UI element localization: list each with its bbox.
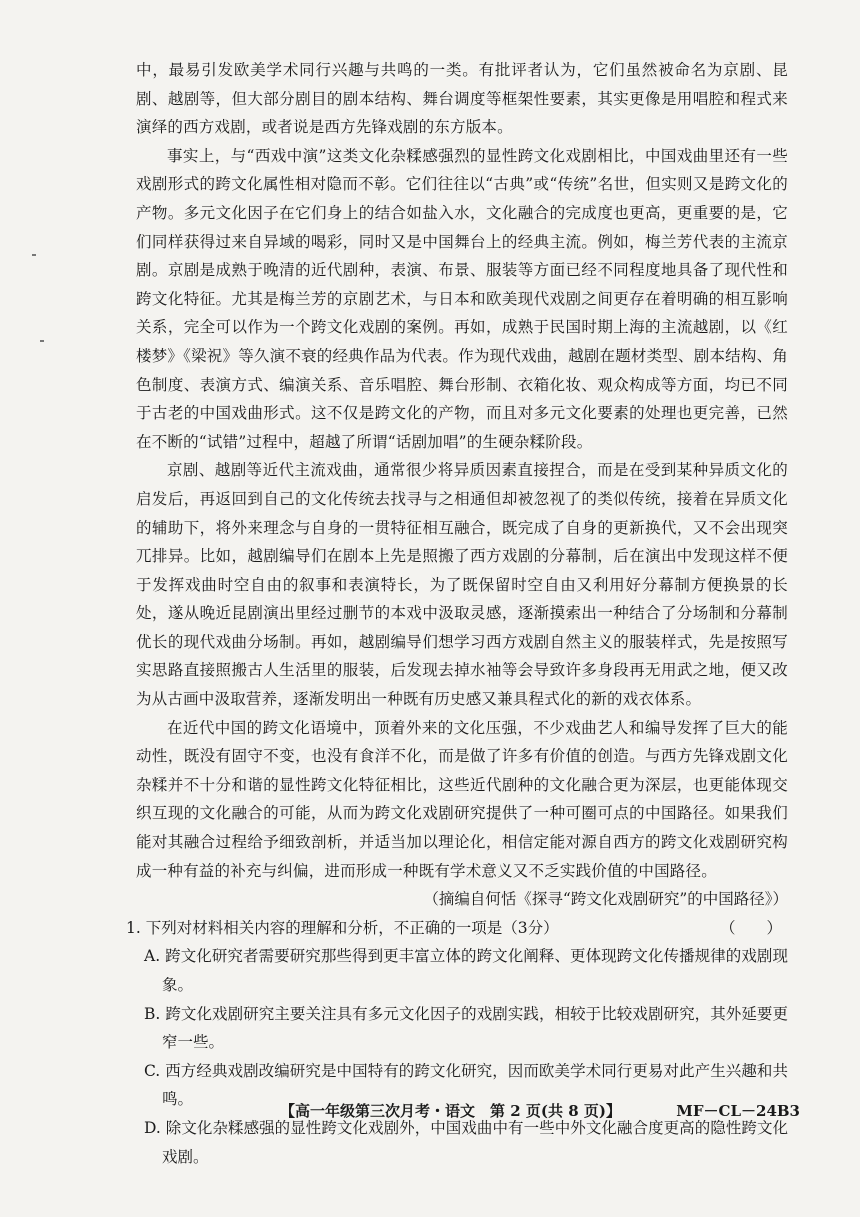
article-content (126, 56, 788, 1171)
option-d: D. 除文化杂糅感强的显性跨文化戏剧外，中国戏曲中有一些中外文化融合度更高的隐性跨文化戏剧。 (144, 1118, 788, 1166)
question-stem (126, 914, 788, 943)
answer-blank: （ ） (719, 918, 782, 937)
footer-title: 【高一年级第三次月考・语文 第 2 页(共 8 页)】 (280, 1102, 621, 1120)
question-text: 1. 下列对材料相关内容的理解和分析，不正确的一项是（3分） (126, 918, 559, 937)
source-citation: （摘编自何恬《探寻“跨文化戏剧研究”的中国路径》） (423, 890, 788, 909)
option-b: B. 跨文化戏剧研究主要关注具有多元文化因子的戏剧实践，相较于比较戏剧研究，其外延要更窄一些。 (144, 1004, 788, 1052)
scan-mark (32, 254, 36, 256)
option-c: C. 西方经典戏剧改编研究是中国特有的跨文化研究，因而欧美学术同行更易对此产生兴趣和共鸣。 (144, 1061, 788, 1109)
paragraph-4: 在近代中国的跨文化语境中，顶着外来的文化压强，不少戏曲艺人和编导发挥了巨大的能动性，既没有固守不变，也没有食洋不化，而是做了许多有价值的创造。与西方先锋戏剧文化杂糅并不十分和谐的显性跨文化特征相比，这些近代剧种的文化融合更为深层，也更能体现交织互现的文化融合的可能，从而为跨文化戏剧研究提供了一种可圈可点的中国路径。如果我们能对其融合过程给予细致剖析，并适当加以理论化，相信定能对源自西方的跨文化戏剧研究构成一种有益的补充与纠偏，进而形成一种既有学术意义又不乏实践价值的中国路径。 (136, 718, 788, 880)
option-a: A. 跨文化研究者需要研究那些得到更丰富立体的跨文化阐释、更体现跨文化传播规律的戏剧现象。 (144, 947, 788, 994)
paragraph-3: 京剧、越剧等近代主流戏曲，通常很少将异质因素直接捏合，而是在受到某种异质文化的启发后，再返回到自己的文化传统去找寻与之相通但却被忽视了的类似传统，接着在异质文化的辅助下，将外来理念与自身的一贯特征相互融合，既完成了自身的更新换代，又不会出现突兀排异。比如，越剧编导们在剧本上先是照搬了西方戏剧的分幕制，后在演出中发现这样不便于发挥戏曲时空自由的叙事和表演特长，为了既保留时空自由又利用好分幕制方便换景的长处，遂从晚近昆剧演出里经过删节的本戏中汲取灵感，逐渐摸索出一种结合了分场制和分幕制优长的现代戏曲分场制。再如，越剧编导们想学习西方戏剧自然主义的服装样式，先是按照写实思路直接照搬古人生活里的服装，后发现去掉水袖等会导致许多身段再无用武之地，便又改为从古画中汲取营养，逐渐发明出一种既有历史感又兼具程式化的新的戏衣体系。 (136, 461, 788, 709)
paragraph-1: 中，最易引发欧美学术同行兴趣与共鸣的一类。有批评者认为，它们虽然被命名为京剧、昆剧、越剧等，但大部分剧目的剧本结构、舞台调度等框架性要素，其实更像是用唱腔和程式来演绎的西方戏剧，或者说是西方先锋戏剧的东方版本。 (136, 61, 788, 137)
scan-mark (40, 340, 44, 342)
page-footer (280, 1100, 800, 1121)
footer-code: MF－CL－24B3 (676, 1102, 800, 1120)
paragraph-2: 事实上，与“西戏中演”这类文化杂糅感强烈的显性跨文化戏剧相比，中国戏曲里还有一些戏剧形式的跨文化属性相对隐而不彰。它们往往以“古典”或“传统”名世，但实则又是跨文化的产物。多元文化因子在它们身上的结合如盐入水，文化融合的完成度也更高，更重要的是，它们同样获得过来自异域的喝彩，同时又是中国舞台上的经典主流。例如，梅兰芳代表的主流京剧。京剧是成熟于晚清的近代剧种，表演、布景、服装等方面已经不同程度地具备了现代性和跨文化特征。尤其是梅兰芳的京剧艺术，与日本和欧美现代戏剧之间更存在着明确的相互影响关系，完全可以作为一个跨文化戏剧的案例。再如，成熟于民国时期上海的主流越剧，以《红楼梦》《梁祝》等久演不衰的经典作品为代表。作为现代戏曲，越剧在题材类型、剧本结构、角色制度、表演方式、编演关系、音乐唱腔、舞台形制、衣箱化妆、观众构成等方面，均已不同于古老的中国戏曲形式。这不仅是跨文化的产物，而且对多元文化要素的处理也更完善，已然在不断的“试错”过程中，超越了所谓“话剧加唱”的生硬杂糅阶段。 (136, 146, 788, 451)
